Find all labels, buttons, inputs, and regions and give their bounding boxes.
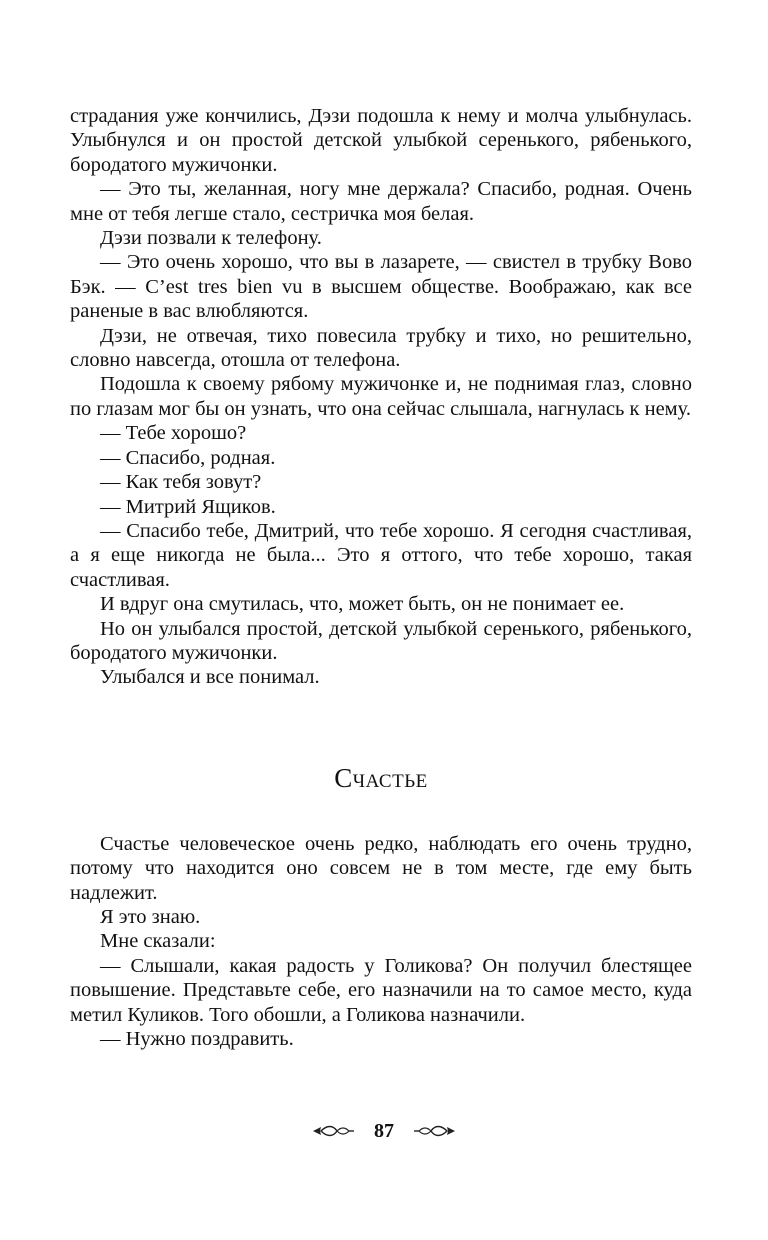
page-content bbox=[70, 104, 692, 1051]
text-section-2 bbox=[70, 832, 692, 1052]
paragraph: Дэзи позвали к телефону. bbox=[100, 227, 322, 250]
paragraph: — Спасибо, родная. bbox=[100, 446, 276, 469]
paragraph: — Как тебя зовут? bbox=[100, 471, 262, 494]
paragraph: Подошла к своему рябому мужичонке и, не поднимая глаз, словно по глазам мог бы он узнать, что она сейчас слышала, нагнулась к нему. bbox=[70, 373, 692, 420]
paragraph: — Это ты, желанная, ногу мне держала? Спасибо, родная. Очень мне от тебя легше стало, сестричка моя белая. bbox=[70, 178, 692, 225]
paragraph: И вдруг она смутилась, что, может быть, он не понимает ее. bbox=[100, 593, 625, 616]
paragraph: страдания уже кончились, Дэзи подошла к нему и молча улыбнулась. Улыбнулся и он простой детской улыбкой серенького, рябенького, бородатого мужичонки. bbox=[70, 105, 692, 176]
paragraph: — Нужно поздравить. bbox=[100, 1028, 294, 1050]
paragraph: Но он улыбался простой, детской улыбкой серенького, рябенького, бородатого мужичонки. bbox=[70, 617, 692, 664]
paragraph: — Слышали, какая радость у Голикова? Он получил блестящее повышение. Представьте себе, его назначили на то самое место, куда метил Куликов. Того обошли, а Голикова назначили. bbox=[70, 954, 692, 1026]
right-ornament-icon bbox=[413, 1124, 457, 1138]
paragraph: — Тебе хорошо? bbox=[100, 422, 247, 445]
paragraph: Я это знаю. bbox=[100, 905, 201, 928]
paragraph: Улыбался и все понимал. bbox=[100, 666, 320, 689]
paragraph: — Митрий Ящиков. bbox=[100, 495, 276, 518]
paragraph: Дэзи, не отвечая, тихо повесила трубку и тихо, но решительно, словно навсегда, отошла от телефона. bbox=[70, 324, 692, 372]
paragraph: Счастье человеческое очень редко, наблюдать его очень трудно, потому что находится оно совсем не в том месте, где ему быть надлежит. bbox=[70, 832, 692, 904]
paragraph: — Это очень хорошо, что вы в лазарете, — свистел в трубку Вово Бэк. — C’est tres bien vu в высшем обществе. Воображаю, как все раненые в вас влюбляются. bbox=[70, 251, 692, 323]
paragraph: — Спасибо тебе, Дмитрий, что тебе хорошо. Я сегодня счастливая, а я еще никогда не была... Это я оттого, что тебе хорошо, такая счастливая. bbox=[70, 519, 692, 591]
text-section-1 bbox=[70, 104, 692, 690]
page-number: 87 bbox=[374, 1120, 394, 1143]
paragraph: Мне сказали: bbox=[100, 930, 216, 953]
page-footer bbox=[0, 1116, 768, 1145]
chapter-heading: Счастье bbox=[334, 762, 428, 793]
left-ornament-icon bbox=[311, 1124, 355, 1138]
